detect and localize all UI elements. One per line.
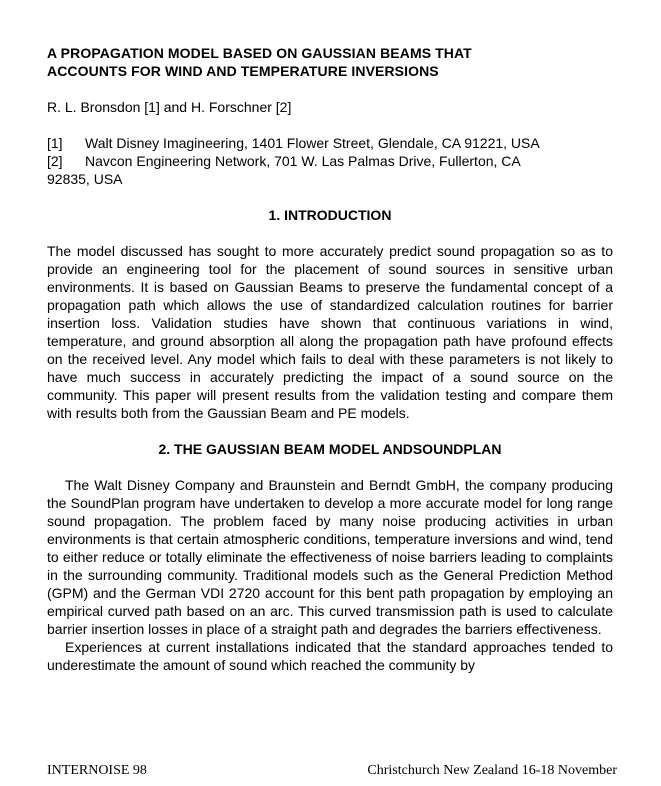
title-line-1: A PROPAGATION MODEL BASED ON GAUSSIAN BEAMS THAT [47, 45, 472, 61]
affiliation-text: Navcon Engineering Network, 701 W. Las Palmas Drive, Fullerton, CA [85, 153, 521, 169]
affiliation-2-continued [47, 170, 613, 188]
gaussian-beam-paragraph-2: Experiences at current installations indicated that the standard approaches tended to underestimate the amount of sound which reached the community by [47, 639, 613, 673]
section-heading-introduction: 1. INTRODUCTION [268, 207, 392, 223]
author-list: R. L. Bronsdon [1] and H. Forschner [2] [47, 99, 292, 115]
page-footer [47, 763, 617, 779]
affiliation-2 [47, 152, 613, 170]
affiliation-number: [2] [47, 153, 63, 169]
affiliation-list [47, 134, 613, 188]
section-heading-gaussian-beam: 2. THE GAUSSIAN BEAM MODEL ANDSOUNDPLAN [158, 441, 502, 457]
affiliation-text: 92835, USA [47, 171, 123, 187]
footer-location-date: Christchurch New Zealand 16-18 November [367, 763, 617, 778]
title-line-2: ACCOUNTS FOR WIND AND TEMPERATURE INVERSIONS [47, 63, 439, 79]
gaussian-beam-paragraph-1: The Walt Disney Company and Braunstein and Berndt GmbH, the company producing the SoundPlan program have undertaken to develop a more accurate model for long range sound propagation. The problem faced by many noise producing activities in urban environments is that certain atmospheric conditions, temperature inversions and wind, tend to either reduce or totally eliminate the effectiveness of noise barriers leading to complaints in the surrounding community. Traditional models such as the General Prediction Method (GPM) and the German VDI 2720 account for this bent path propagation by employing an empirical curved path based on an arc. This curved transmission path is used to calculate barrier insertion losses in place of a straight path and degrades the barriers effectiveness. [47, 477, 613, 637]
affiliation-number: [1] [47, 135, 63, 151]
affiliation-text: Walt Disney Imagineering, 1401 Flower Street, Glendale, CA 91221, USA [85, 135, 540, 151]
paper-title [47, 44, 613, 80]
footer-conference: INTERNOISE 98 [47, 763, 147, 778]
affiliation-1 [47, 134, 613, 152]
introduction-paragraph: The model discussed has sought to more accurately predict sound propagation so as to provide an engineering tool for the placement of sound sources in sensitive urban environments. It is based on Gaussian Beams to preserve the fundamental concept of a propagation path which allows the use of standardized calculation routines for barrier insertion loss. Validation studies have shown that continuous variations in wind, temperature, and ground absorption all along the propagation path have profound effects on the received level. Any model which fails to deal with these parameters is not likely to have much success in accurately predicting the impact of a sound source on the community. This paper will present results from the validation testing and compare them with results both from the Gaussian Beam and PE models. [47, 243, 613, 421]
paper-page [47, 44, 613, 674]
